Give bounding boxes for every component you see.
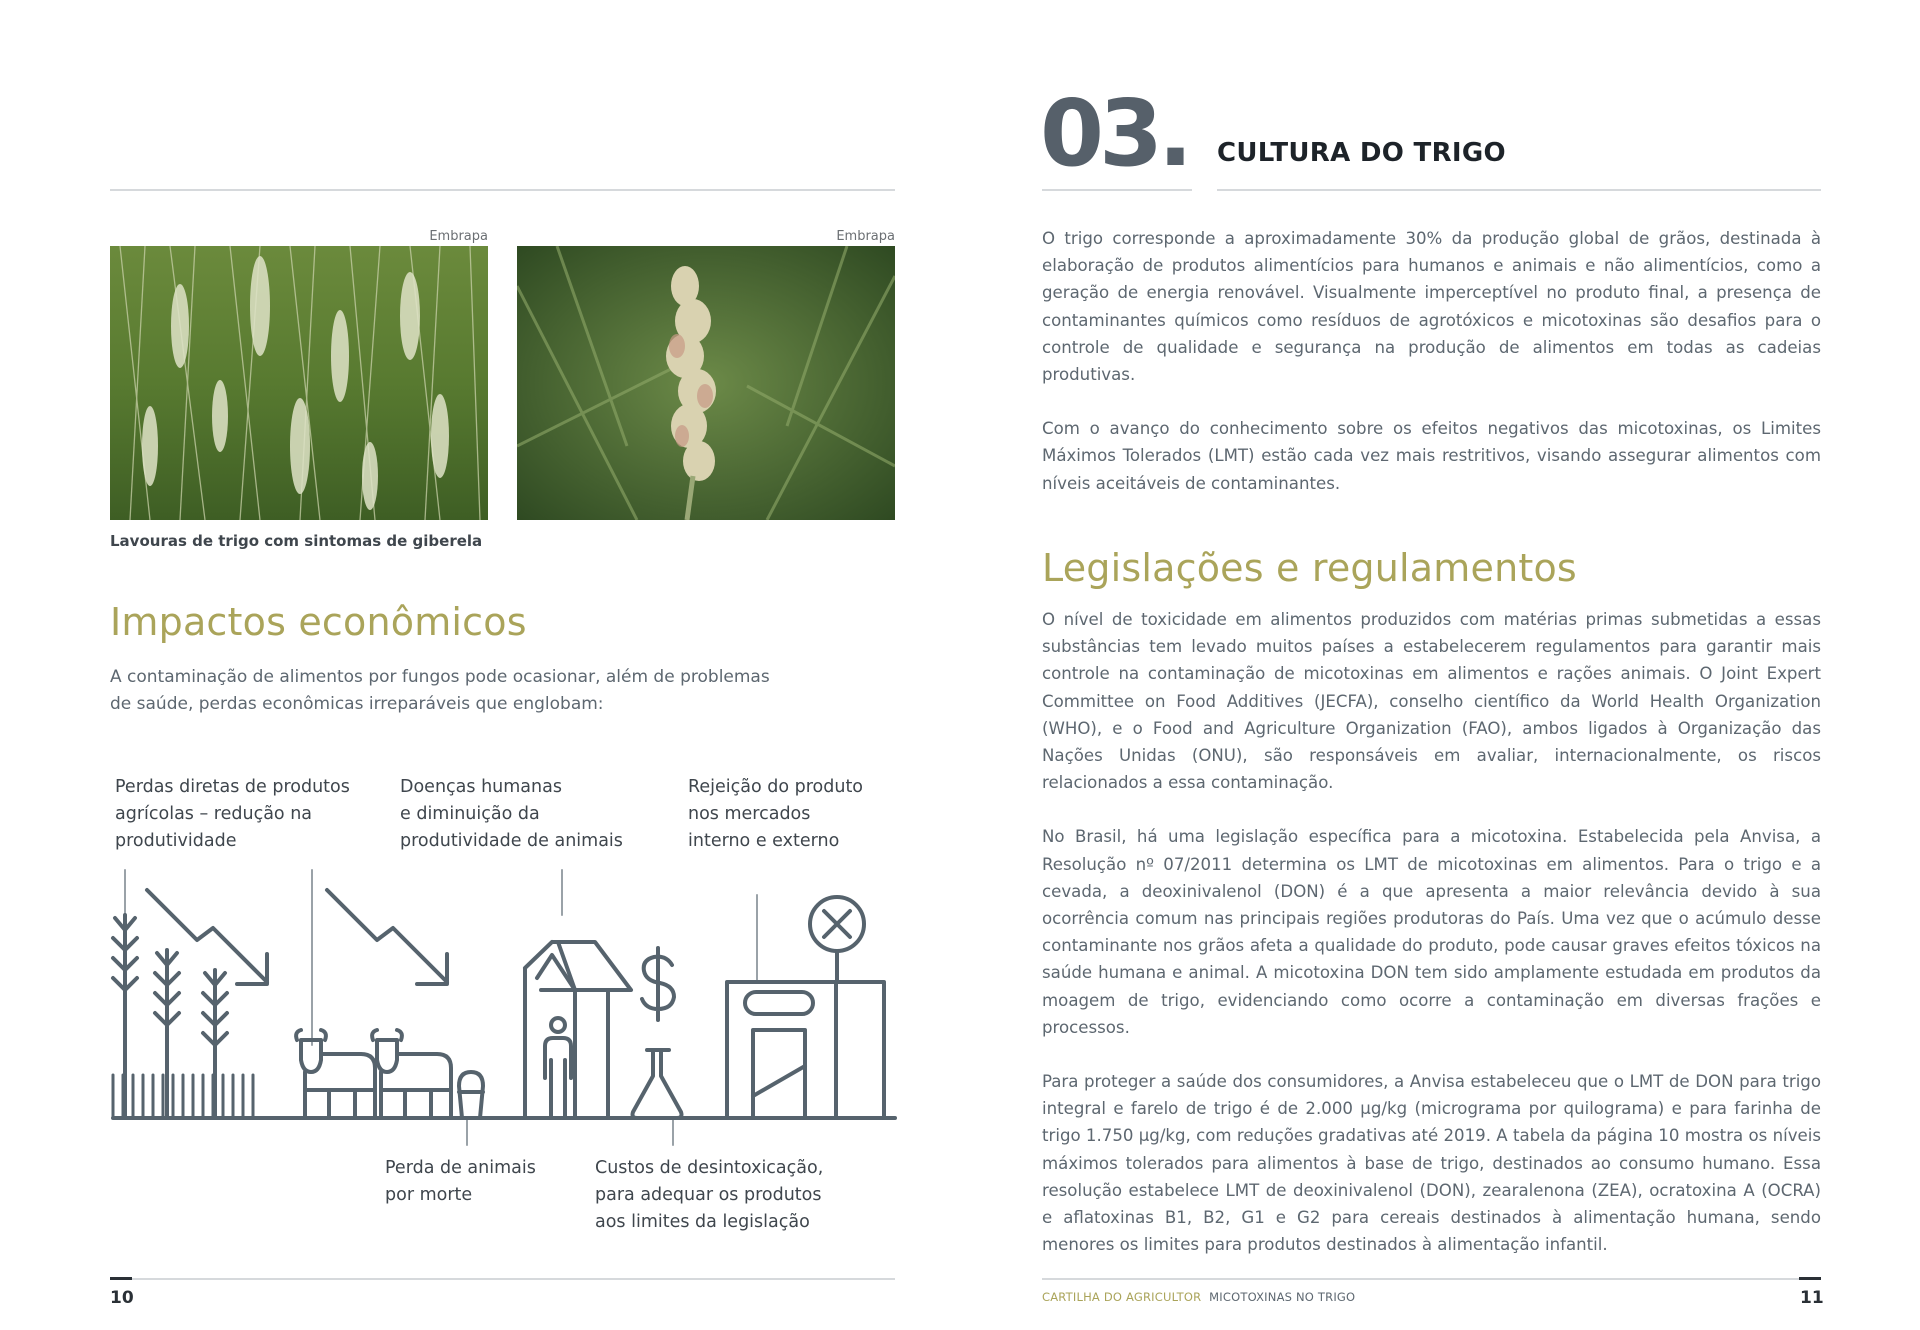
label-line: Perdas diretas de produtos xyxy=(115,777,350,797)
label-line: produtividade xyxy=(115,831,237,851)
intro-paragraph-2: Com o avanço do conhecimento sobre os efeitos negativos das micotoxinas, os Limites Máximos Tolerados (LMT) estão cada vez mais restritivos, visando assegurar alimentos com níveis aceitáveis de contaminantes. xyxy=(1042,419,1821,493)
label-line: Rejeição do produto xyxy=(688,777,864,797)
store-icon xyxy=(727,982,884,1118)
chapter-intro xyxy=(1042,225,1821,497)
left-footer-rule xyxy=(110,1278,895,1280)
label-line: produtividade de animais xyxy=(400,831,623,851)
down-trend-arrow-icon xyxy=(327,890,447,984)
label-line: por morte xyxy=(385,1185,473,1205)
legislation-paragraph-2: No Brasil, há uma legislação específica para a micotoxina. Estabelecida pela Anvisa, a Resolução nº 07/2011 determina os LMT de micotoxinas em alimentos. Para o trigo e a cevada, a deoxinivalenol (DON) é a que apresenta a maior relevância devido à sua ocorrência comum nas principais regiões produtoras do País. Uma vez que o acúmulo desse contaminante nos grãos afeta a qualidade do produto, pode causar graves efeitos tóxicos na saúde humana e animal. A micotoxina DON tem sido amplamente estudada em produtos da moagem de trigo, evidenciando como ocorre a contaminação em diversas frações e processos. xyxy=(1042,827,1821,1037)
flask-icon xyxy=(633,1050,682,1118)
footer-title: MICOTOXINAS NO TRIGO xyxy=(1209,1290,1356,1304)
left-top-rule xyxy=(110,189,895,191)
label-line: interno e externo xyxy=(688,831,840,851)
legislation-body xyxy=(1042,606,1821,1258)
intro-line-1: A contaminação de alimentos por fungos pode ocasionar, além de problemas xyxy=(110,667,770,687)
person-icon xyxy=(545,1018,571,1118)
photo-credit-1: Embrapa xyxy=(429,229,488,244)
chapter-title-rule xyxy=(1217,189,1821,191)
photo-caption: Lavouras de trigo com sintomas de giberela xyxy=(110,532,483,550)
economic-impacts-illustration xyxy=(105,860,905,1160)
house-icon xyxy=(525,942,631,1118)
intro-line-2: de saúde, perdas econômicas irreparáveis que englobam: xyxy=(110,694,604,714)
left-footer-mark xyxy=(110,1277,132,1280)
label-line: Perda de animais xyxy=(385,1158,536,1178)
label-line: Doenças humanas xyxy=(400,777,562,797)
intro-paragraph-1: O trigo corresponde a aproximadamente 30% da produção global de grãos, destinada à elaboração de produtos alimentícios para humanos e animais e não alimentícios, como a geração de energia renovável. Visualmente imperceptível no produto final, a presença de contaminantes químicos como resíduos de agrotóxicos e micotoxinas são desafios para o controle de qualidade e segurança na produção de alimentos em todas as cadeias produtivas. xyxy=(1042,229,1821,385)
label-line: Custos de desintoxicação, xyxy=(595,1158,824,1178)
impact-label-detox-costs xyxy=(595,1155,823,1236)
impact-label-human-diseases xyxy=(400,774,623,855)
chapter-number: 03. xyxy=(1040,80,1188,187)
running-footer xyxy=(1042,1290,1355,1304)
legislation-paragraph-1: O nível de toxicidade em alimentos produzidos com matérias primas submetidas a essas substâncias tem levado muitos países a estabelecerem regulamentos para garantir mais controle na contaminação de micotoxinas em alimentos e rações animais. O Joint Expert Committee on Food Additives (JECFA), conselho científico da World Health Organization (WHO), e o Food and Agriculture Organization (FAO), ambos ligados à Organização das Nações Unidas (ONU), são responsáveis em avaliar, internacionalmente, os riscos relacionados a essa contaminação. xyxy=(1042,610,1821,793)
right-footer-rule xyxy=(1042,1278,1821,1280)
cow-icon xyxy=(372,1030,451,1118)
wheat-field-photo xyxy=(110,246,488,520)
economic-impacts-heading: Impactos econômicos xyxy=(110,600,527,644)
page-number-right: 11 xyxy=(1800,1288,1824,1308)
page-number-left: 10 xyxy=(110,1288,134,1308)
legislation-heading: Legislações e regulamentos xyxy=(1042,546,1577,590)
dollar-icon xyxy=(642,948,674,1020)
wheat-ear-photo xyxy=(517,246,895,520)
impact-label-animal-loss xyxy=(385,1155,536,1209)
x-circle-icon xyxy=(810,897,864,982)
cow-icon xyxy=(296,1030,375,1118)
label-line: aos limites da legislação xyxy=(595,1212,810,1232)
impact-label-market-rejection xyxy=(688,774,863,855)
right-footer-mark xyxy=(1799,1277,1821,1280)
label-line: nos mercados xyxy=(688,804,811,824)
photo-credit-2: Embrapa xyxy=(836,229,895,244)
legislation-paragraph-3: Para proteger a saúde dos consumidores, a Anvisa estabeleceu que o LMT de DON para trigo integral e farelo de trigo é de 2.000 µg/kg (micrograma por quilograma) e para farinha de trigo 1.750 µg/kg, com reduções gradativas até 2019. A tabela da página 10 mostra os níveis máximos tolerados para alimentos à base de trigo, destinados ao consumo humano. Essa resolução estabelece LMT de deoxinivalenol (DON), zearalenona (ZEA), ocratoxina A (OCRA) e aflatoxinas B1, B2, G1 e G2 para cereais destinados à alimentação humana, sendo menores os limites para produtos destinados à alimentação infantil. xyxy=(1042,1072,1821,1255)
footer-brand: CARTILHA DO AGRICULTOR xyxy=(1042,1290,1202,1304)
label-line: agrícolas – redução na xyxy=(115,804,313,824)
economic-impacts-intro xyxy=(110,664,870,718)
label-line: para adequar os produtos xyxy=(595,1185,822,1205)
bucket-icon xyxy=(459,1072,483,1118)
label-line: e diminuição da xyxy=(400,804,540,824)
chapter-title: CULTURA DO TRIGO xyxy=(1217,138,1506,168)
chapter-number-rule xyxy=(1042,189,1192,191)
impact-label-direct-losses xyxy=(115,774,350,855)
